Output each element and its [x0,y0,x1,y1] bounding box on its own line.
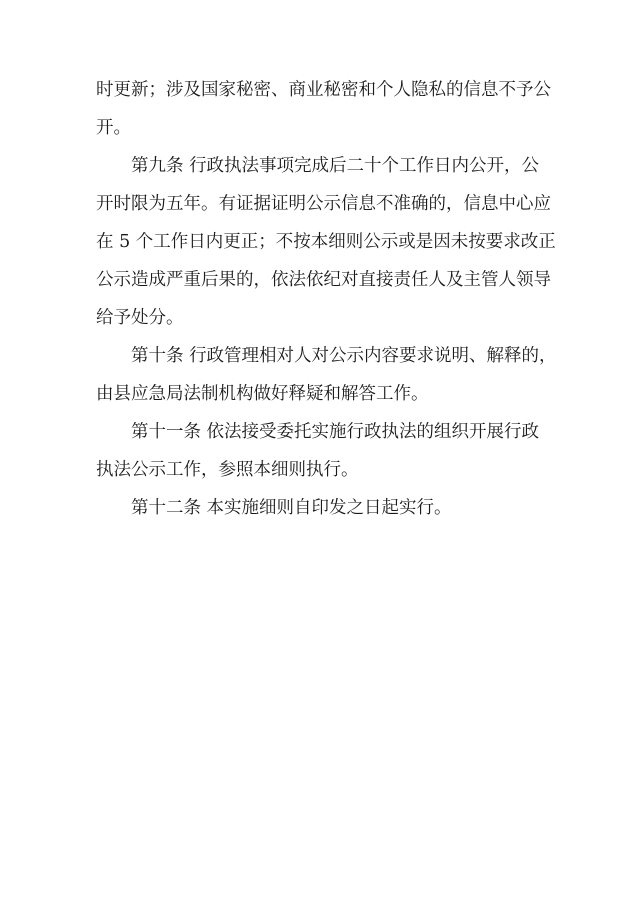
text-line: 第十条 行政管理相对人对公示内容要求说明、解释的， [131,346,557,366]
text-line: 第九条 行政执法事项完成后二十个工作日内公开，公 [131,156,540,176]
text-line: 开。 [96,118,131,138]
text-line: 第十一条 依法接受委托实施行政执法的组织开展行政 [131,422,540,442]
text-line: 第十二条 本实施细则自印发之日起实行。 [131,498,452,518]
text-line: 开时限为五年。有证据证明公示信息不准确的，信息中心应 [96,194,551,214]
text-line: 给予处分。 [96,308,184,328]
text-line: 执法公示工作，参照本细则执行。 [96,460,359,480]
text-line: 公示造成严重后果的，依法依纪对直接责任人及主管人领导 [96,270,551,290]
text-line: 在 5 个工作日内更正；不按本细则公示或是因未按要求改正 [96,232,556,252]
text-line: 时更新；涉及国家秘密、商业秘密和个人隐私的信息不予公 [96,80,551,100]
text-line: 由县应急局法制机构做好释疑和解答工作。 [96,384,429,404]
